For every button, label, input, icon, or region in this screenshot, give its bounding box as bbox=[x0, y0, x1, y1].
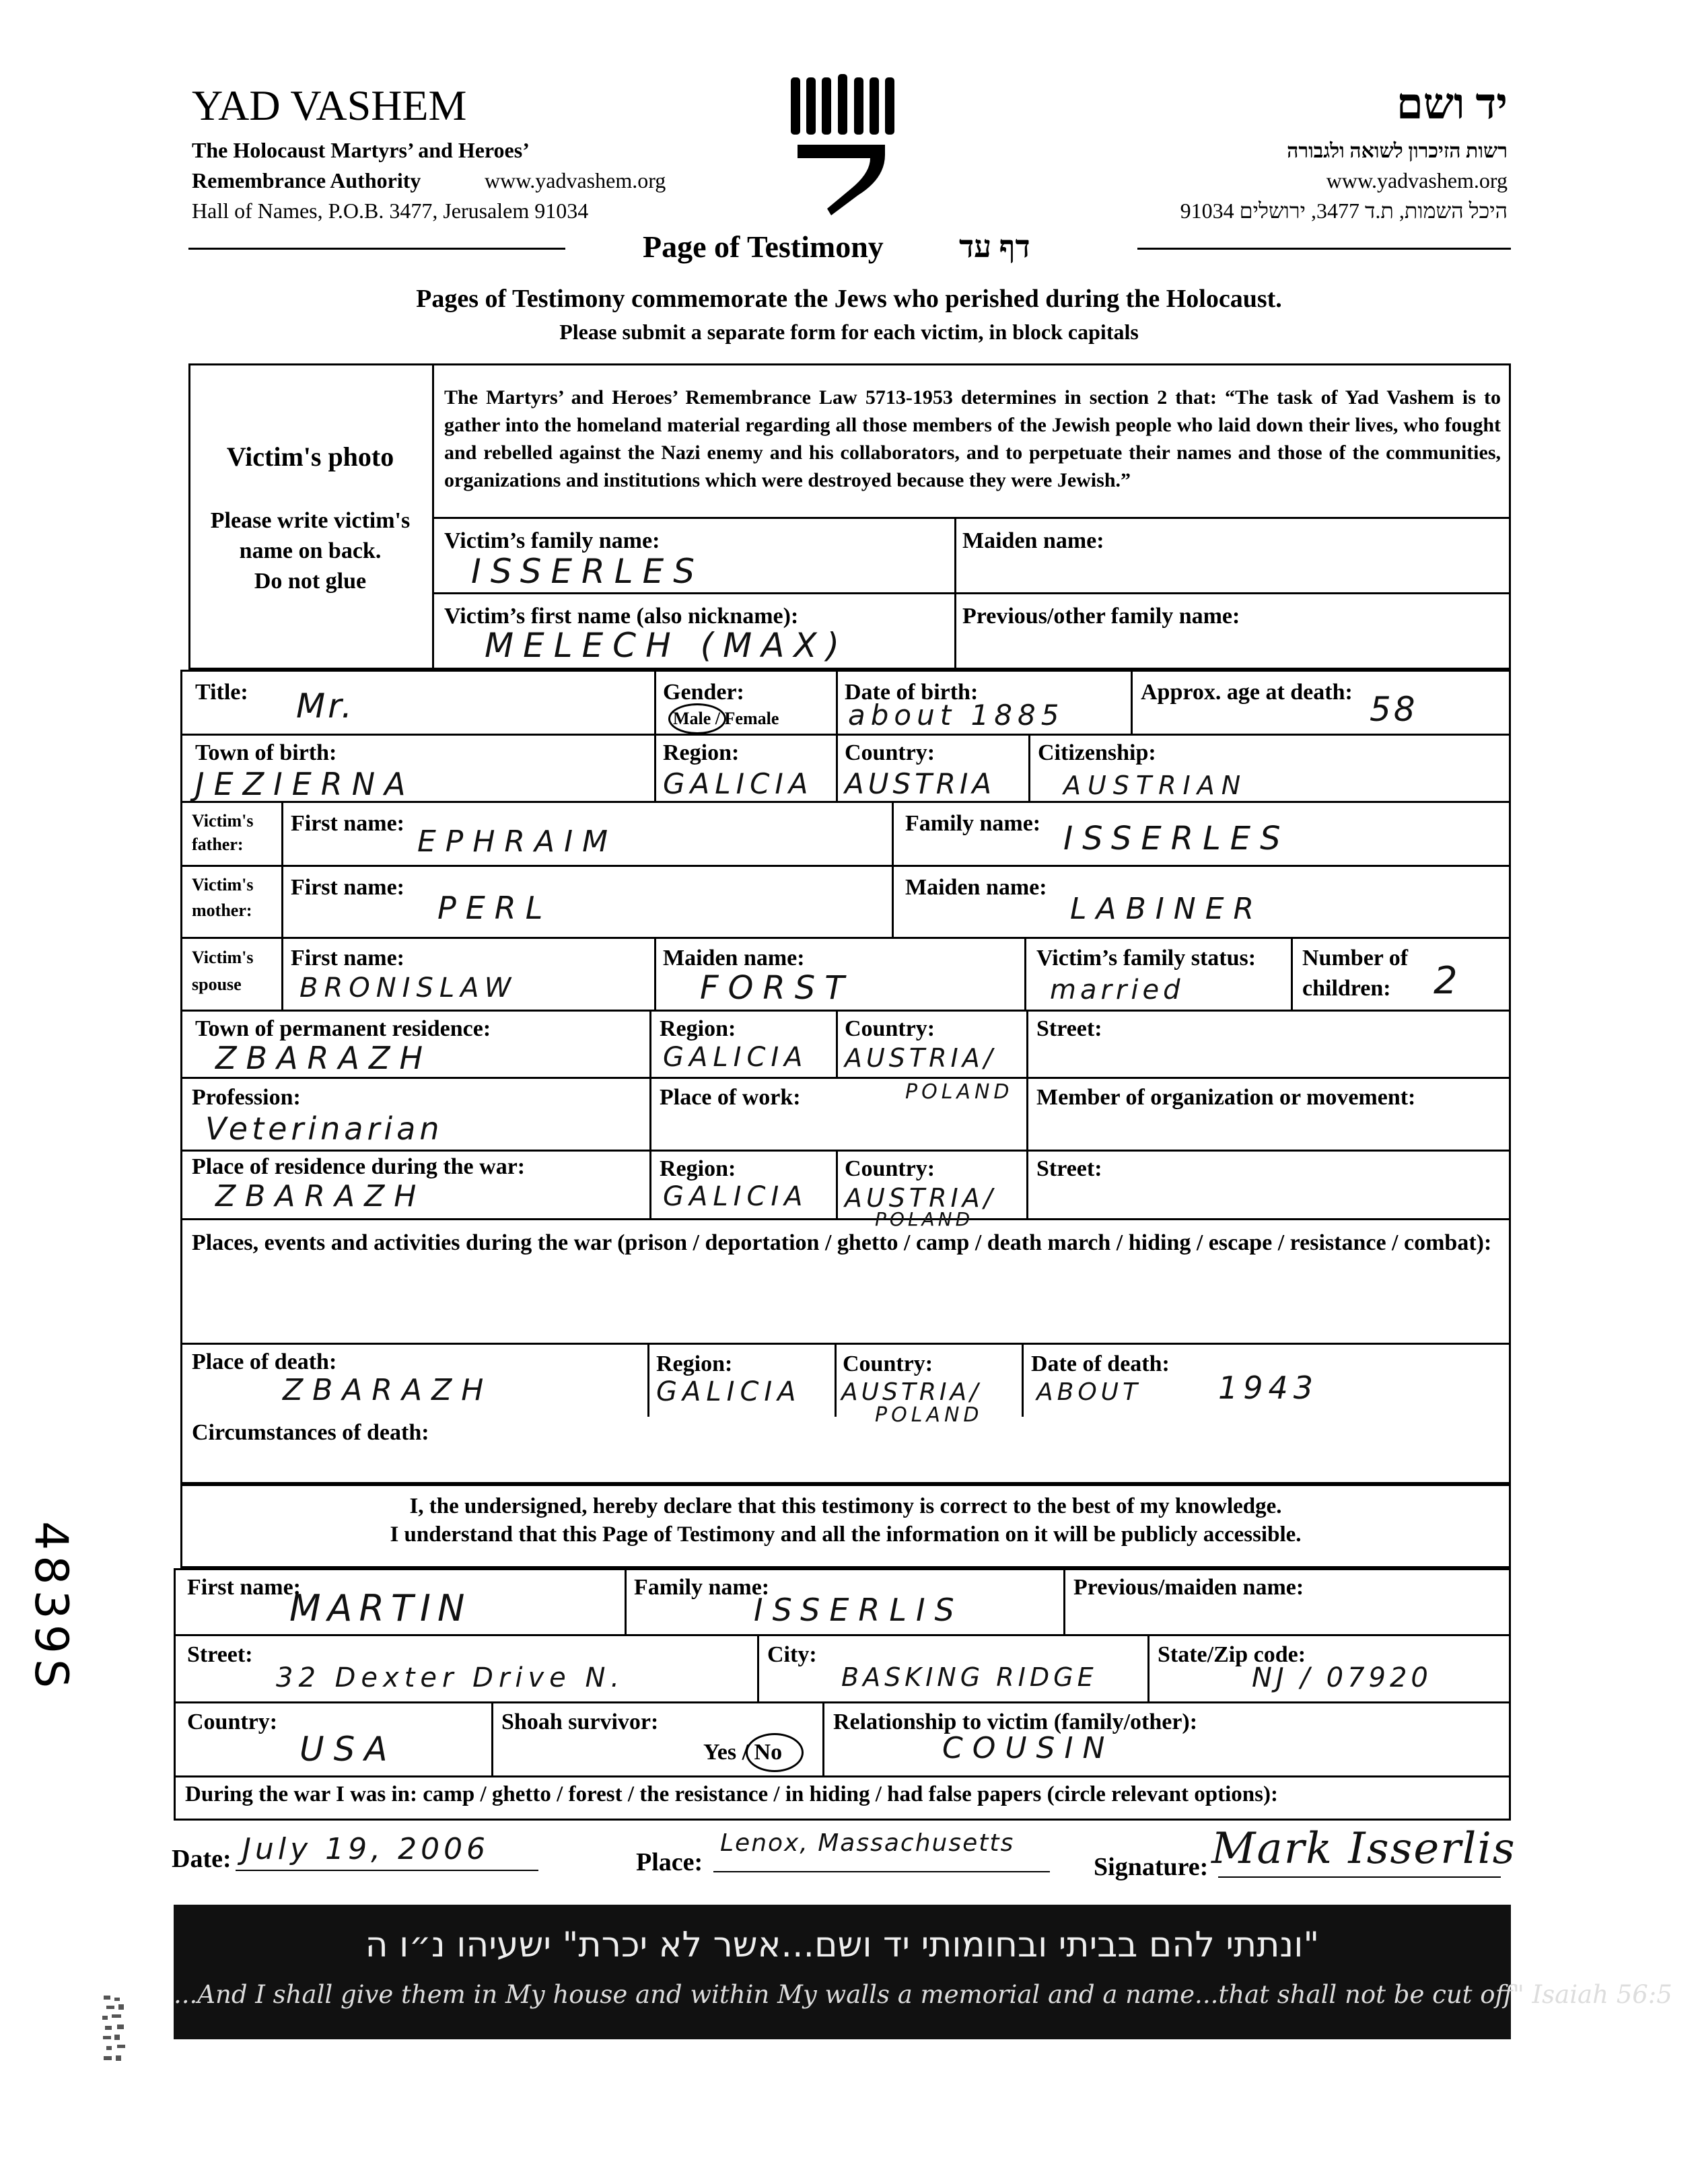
war-region-value: GALICIA bbox=[663, 1181, 808, 1212]
maiden-name-label: Maiden name: bbox=[962, 528, 1104, 553]
death-place-value: ZBARAZH bbox=[283, 1373, 493, 1407]
submitter-country-label: Country: bbox=[187, 1710, 278, 1734]
war-location-label: During the war I was in: camp / ghetto / forest / the resistance / in hiding / had false papers (circle relevant options): bbox=[185, 1782, 1278, 1806]
survivor-no-circle bbox=[746, 1733, 804, 1772]
residence-street-label: Street: bbox=[1036, 1016, 1102, 1041]
declaration-line2: I understand that this Page of Testimony and all the information on it will be publicly accessible. bbox=[390, 1522, 1302, 1547]
submitter-family-label: Family name: bbox=[634, 1575, 770, 1600]
children-value: 2 bbox=[1434, 959, 1458, 1003]
residence-region-label: Region: bbox=[660, 1016, 736, 1041]
children-label-2: children: bbox=[1302, 976, 1391, 1001]
spouse-label-2: spouse bbox=[192, 975, 242, 994]
profession-value: Veterinarian bbox=[205, 1111, 444, 1147]
banner-english: ...And I shall give them in My house and within My walls a memorial and a name...that shall not be cut off" Isaiah 56:5 bbox=[174, 1980, 1672, 2009]
mother-maiden-label: Maiden name: bbox=[905, 875, 1047, 900]
father-label-1: Victim's bbox=[192, 811, 254, 831]
death-country-label: Country: bbox=[843, 1351, 933, 1376]
death-place-label: Place of death: bbox=[192, 1349, 337, 1374]
photo-box-title: Victim's photo bbox=[226, 442, 394, 472]
town-birth-value: JEZIERNA bbox=[195, 766, 415, 802]
region-birth-label: Region: bbox=[663, 740, 740, 765]
circumstances-label: Circumstances of death: bbox=[192, 1420, 429, 1445]
residence-country-value-2: POLAND bbox=[905, 1080, 1014, 1104]
country-birth-label: Country: bbox=[845, 740, 935, 765]
death-country-value: AUSTRIA/ bbox=[841, 1378, 982, 1406]
mother-label-2: mother: bbox=[192, 901, 252, 920]
citizenship-value: AUSTRIAN bbox=[1063, 771, 1248, 800]
war-country-value-2: POLAND bbox=[875, 1208, 974, 1230]
date-label: Date: bbox=[172, 1845, 232, 1873]
submitter-street-value: 32 Dexter Drive N. bbox=[276, 1662, 625, 1693]
title-value: Mr. bbox=[296, 686, 355, 726]
barcode-stamp-icon bbox=[100, 1992, 133, 2066]
submitter-state-label: State/Zip code: bbox=[1158, 1642, 1306, 1667]
date-value: July 19, 2006 bbox=[242, 1832, 490, 1866]
header-rule-right bbox=[1137, 248, 1511, 250]
children-label-1: Number of bbox=[1302, 946, 1409, 971]
town-birth-label: Town of birth: bbox=[195, 740, 337, 765]
subtitle-2: Please submit a separate form for each victim, in block capitals bbox=[559, 320, 1139, 344]
war-country-label: Country: bbox=[845, 1156, 935, 1181]
submitter-prev-label: Previous/maiden name: bbox=[1073, 1575, 1304, 1600]
gender-options: Male / Female bbox=[673, 709, 779, 728]
spouse-label-1: Victim's bbox=[192, 948, 254, 967]
title-label: Title: bbox=[195, 680, 248, 705]
quote-banner bbox=[174, 1905, 1672, 2039]
residence-town-value: ZBARAZH bbox=[215, 1040, 433, 1076]
father-first-label: First name: bbox=[291, 811, 405, 836]
signature-label: Signature: bbox=[1094, 1853, 1209, 1881]
citizenship-label: Citizenship: bbox=[1038, 740, 1156, 765]
gender-label: Gender: bbox=[663, 680, 744, 705]
declaration-line1: I, the undersigned, hereby declare that this testimony is correct to the best of my knowledge. bbox=[409, 1494, 1282, 1518]
profession-label: Profession: bbox=[192, 1085, 301, 1110]
spouse-first-value: BRONISLAW bbox=[299, 973, 518, 1003]
death-region-value: GALICIA bbox=[656, 1376, 802, 1407]
family-name-label: Victim’s family name: bbox=[444, 528, 660, 553]
country-birth-value: AUSTRIA bbox=[845, 767, 996, 800]
margin-number: 4839S bbox=[24, 1521, 77, 1694]
mother-maiden-value: LABINER bbox=[1070, 892, 1264, 926]
submitter-state-value: NJ / 07920 bbox=[1252, 1662, 1432, 1693]
residence-town-label: Town of permanent residence: bbox=[195, 1016, 491, 1041]
relation-label: Relationship to victim (family/other): bbox=[833, 1710, 1198, 1734]
form-title: Page of Testimony bbox=[643, 230, 884, 264]
mother-first-label: First name: bbox=[291, 875, 405, 900]
submitter-street-label: Street: bbox=[187, 1642, 253, 1667]
father-first-value: EPHRAIM bbox=[417, 824, 618, 859]
family-status-value: married bbox=[1050, 975, 1184, 1006]
banner-hebrew: "ונתתי להם בביתי ובחומותי יד ושם...אשר לא יכרת" ישעיהו נ״ו ה bbox=[365, 1925, 1320, 1965]
work-label: Place of work: bbox=[660, 1085, 801, 1110]
law-text: The Martyrs’ and Heroes’ Remembrance Law 5713-1953 determines in section 2 that: “The task of Yad Vashem is to gather into the homeland material regarding all those members of the Jewish people who laid down their lives, who fought and rebelled against the Nazi enemy and his collaborators, and to perpetuate their names and those of the communities, organizations and institutions which were destroyed because they were Jewish.” bbox=[444, 386, 1501, 491]
address-he: היכל השמות, ת.ד 3477, ירושלים 91034 bbox=[1180, 199, 1508, 223]
death-date-label: Date of death: bbox=[1031, 1351, 1170, 1376]
relation-value: COUSIN bbox=[942, 1731, 1115, 1765]
death-date-prefix: ABOUT bbox=[1036, 1378, 1141, 1406]
death-region-label: Region: bbox=[656, 1351, 733, 1376]
org-line1: The Holocaust Martyrs’ and Heroes’ bbox=[192, 138, 530, 162]
war-residence-value: ZBARAZH bbox=[215, 1179, 426, 1213]
dob-value: about 1885 bbox=[848, 699, 1065, 732]
death-country-value-2: POLAND bbox=[875, 1403, 983, 1427]
age-value: 58 bbox=[1370, 690, 1418, 729]
member-label: Member of organization or movement: bbox=[1036, 1085, 1416, 1110]
website-en: www.yadvashem.org bbox=[485, 168, 666, 192]
first-name-value: MELECH (MAX) bbox=[485, 626, 849, 665]
dob-label: Date of birth: bbox=[845, 680, 979, 705]
mother-label-1: Victim's bbox=[192, 875, 254, 894]
spouse-first-label: First name: bbox=[291, 946, 405, 971]
photo-box-line2: name on back. bbox=[239, 538, 382, 563]
first-name-label: Victim’s first name (also nickname): bbox=[444, 604, 799, 629]
header-rule-left bbox=[188, 248, 565, 250]
father-label-2: father: bbox=[192, 835, 244, 854]
places-label: Places, events and activities during the war (prison / deportation / ghetto / camp / death march / hiding / escape / resistance / combat): bbox=[192, 1230, 1492, 1255]
death-date-year: 1943 bbox=[1218, 1370, 1319, 1406]
submitter-city-value: BASKING RIDGE bbox=[841, 1662, 1098, 1692]
submitter-country-value: USA bbox=[299, 1730, 397, 1769]
war-country-value: AUSTRIA/ bbox=[845, 1183, 997, 1213]
war-street-label: Street: bbox=[1036, 1156, 1102, 1181]
survivor-label: Shoah survivor: bbox=[501, 1710, 659, 1734]
menorah-logo-icon bbox=[784, 71, 902, 225]
residence-region-value: GALICIA bbox=[663, 1042, 808, 1073]
mother-first-value: PERL bbox=[437, 890, 553, 926]
spouse-maiden-label: Maiden name: bbox=[663, 946, 805, 971]
age-label: Approx. age at death: bbox=[1141, 680, 1353, 705]
org-line2: Remembrance Authority bbox=[192, 168, 421, 192]
war-residence-label: Place of residence during the war: bbox=[192, 1154, 526, 1179]
spouse-maiden-value: FORST bbox=[700, 969, 854, 1007]
gender-male-circle bbox=[668, 703, 726, 734]
survivor-options: Yes / No bbox=[703, 1740, 783, 1765]
residence-country-value: AUSTRIA/ bbox=[845, 1043, 997, 1073]
residence-country-label: Country: bbox=[845, 1016, 935, 1041]
photo-box-line1: Please write victim's bbox=[210, 508, 411, 533]
org-sub-he: רשות הזיכרון לשואה ולגבורה bbox=[1287, 140, 1508, 162]
org-name-he: יד ושם bbox=[1396, 80, 1508, 128]
org-name-en: YAD VASHEM bbox=[192, 81, 467, 129]
website-he: www.yadvashem.org bbox=[1326, 168, 1508, 192]
father-family-value: ISSERLES bbox=[1063, 820, 1290, 857]
submitter-first-value: MARTIN bbox=[289, 1587, 472, 1629]
submitter-first-label: First name: bbox=[187, 1575, 302, 1600]
father-family-label: Family name: bbox=[905, 811, 1041, 836]
subtitle: Pages of Testimony commemorate the Jews who perished during the Holocaust. bbox=[416, 285, 1282, 313]
submitter-city-label: City: bbox=[767, 1642, 817, 1667]
region-birth-value: GALICIA bbox=[663, 767, 814, 800]
place-value: Lenox, Massachusetts bbox=[720, 1829, 1015, 1857]
signature-value: Mark Isserlis bbox=[1211, 1824, 1516, 1874]
prev-family-label: Previous/other family name: bbox=[962, 604, 1240, 629]
place-label: Place: bbox=[636, 1848, 703, 1876]
photo-box-line3: Do not glue bbox=[254, 569, 367, 594]
submitter-family-value: ISSERLIS bbox=[754, 1592, 964, 1628]
family-status-label: Victim’s family status: bbox=[1036, 946, 1257, 971]
war-region-label: Region: bbox=[660, 1156, 736, 1181]
family-name-value: ISSERLES bbox=[471, 552, 704, 591]
address-en: Hall of Names, P.O.B. 3477, Jerusalem 91034 bbox=[192, 199, 589, 223]
form-title-he: דף עד bbox=[959, 230, 1030, 264]
